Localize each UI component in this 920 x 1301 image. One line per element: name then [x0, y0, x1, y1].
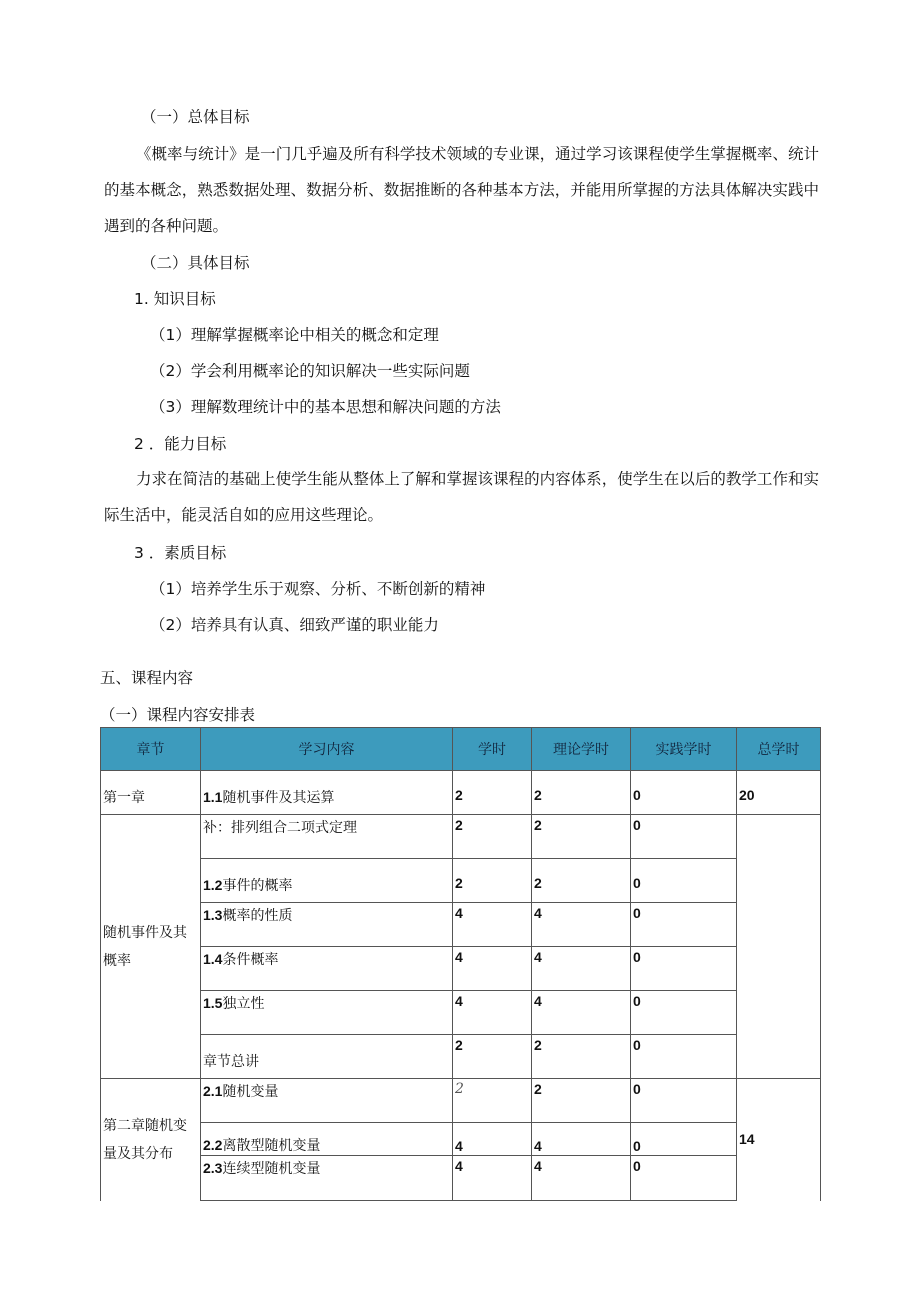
knowledge-item: （2）学会利用概率论的知识解决一些实际问题	[150, 362, 470, 380]
hours-cell: 4	[453, 1123, 532, 1156]
chapter-cell: 第一章	[101, 771, 201, 815]
hours-cell: 2	[453, 1035, 532, 1079]
content-cell: 2.2离散型随机变量	[201, 1123, 453, 1156]
hours-cell: 4	[453, 1156, 532, 1201]
practice-hours-cell: 0	[631, 991, 737, 1035]
hours-cell: 2	[453, 1079, 532, 1123]
column-header-content: 学习内容	[201, 728, 453, 771]
table-row	[101, 859, 821, 903]
theory-hours-cell: 4	[532, 1156, 631, 1201]
ability-goal-text: 力求在简洁的基础上使学生能从整体上了解和掌握该课程的内容体系，使学生在以后的教学工作和实际生活中，能灵活自如的应用这些理论。	[104, 470, 819, 524]
chapter-group-cell: 第二章随机变量及其分布	[101, 1079, 201, 1201]
overall-goal-heading: （一）总体目标	[141, 108, 250, 126]
content-cell: 1.1随机事件及其运算	[201, 771, 453, 815]
table-row	[101, 903, 821, 947]
total-hours-cell: 20	[737, 771, 821, 815]
total-hours-cell	[737, 815, 821, 1079]
column-header-practice-hours: 实践学时	[631, 728, 737, 771]
table-row	[101, 991, 821, 1035]
theory-hours-cell: 4	[532, 947, 631, 991]
column-header-hours: 学时	[453, 728, 532, 771]
practice-hours-cell: 0	[631, 1123, 737, 1156]
hours-cell: 4	[453, 903, 532, 947]
practice-hours-cell: 0	[631, 771, 737, 815]
hours-cell: 2	[453, 771, 532, 815]
table-row	[101, 1079, 821, 1123]
knowledge-goal-heading: 1. 知识目标	[134, 290, 216, 308]
content-cell: 1.5独立性	[201, 991, 453, 1035]
total-hours-cell: 14	[737, 1079, 821, 1201]
theory-hours-cell: 2	[532, 859, 631, 903]
column-header-theory-hours: 理论学时	[532, 728, 631, 771]
quality-goal-heading: 3 ．素质目标	[134, 544, 227, 562]
practice-hours-cell: 0	[631, 1035, 737, 1079]
practice-hours-cell: 0	[631, 1079, 737, 1123]
practice-hours-cell: 0	[631, 903, 737, 947]
knowledge-item: （3）理解数理统计中的基本思想和解决问题的方法	[150, 398, 501, 416]
content-cell: 章节总讲	[201, 1035, 453, 1079]
theory-hours-cell: 4	[532, 991, 631, 1035]
section-heading: 五、课程内容	[100, 669, 194, 687]
table-row	[101, 815, 821, 859]
table-row	[101, 1123, 821, 1156]
content-cell: 补：排列组合二项式定理	[201, 815, 453, 859]
hours-cell: 2	[453, 815, 532, 859]
column-header-total-hours: 总学时	[737, 728, 821, 771]
table-row	[101, 947, 821, 991]
practice-hours-cell: 0	[631, 815, 737, 859]
content-cell: 1.2事件的概率	[201, 859, 453, 903]
theory-hours-cell: 2	[532, 1079, 631, 1123]
table-row	[101, 1035, 821, 1079]
quality-item: （1）培养学生乐于观察、分析、不断创新的精神	[150, 580, 486, 598]
hours-cell: 2	[453, 859, 532, 903]
table-row	[101, 1156, 821, 1201]
chapter-group-cell: 随机事件及其概率	[101, 815, 201, 1079]
column-header-chapter: 章节	[101, 728, 201, 771]
practice-hours-cell: 0	[631, 947, 737, 991]
table-row	[101, 771, 821, 815]
course-schedule-table	[100, 727, 821, 1201]
theory-hours-cell: 2	[532, 771, 631, 815]
specific-goal-heading: （二）具体目标	[141, 254, 250, 272]
hours-cell: 4	[453, 947, 532, 991]
theory-hours-cell: 2	[532, 815, 631, 859]
content-cell: 1.4条件概率	[201, 947, 453, 991]
content-cell: 1.3概率的性质	[201, 903, 453, 947]
theory-hours-cell: 4	[532, 1123, 631, 1156]
ability-goal-heading: 2 ．能力目标	[134, 435, 227, 453]
knowledge-item: （1）理解掌握概率论中相关的概念和定理	[150, 326, 439, 344]
table-header-row	[101, 728, 821, 771]
content-cell: 2.1随机变量	[201, 1079, 453, 1123]
quality-item: （2）培养具有认真、细致严谨的职业能力	[150, 616, 439, 634]
table-caption: （一）课程内容安排表	[100, 706, 256, 724]
theory-hours-cell: 2	[532, 1035, 631, 1079]
practice-hours-cell: 0	[631, 1156, 737, 1201]
hours-cell: 4	[453, 991, 532, 1035]
content-cell: 2.3连续型随机变量	[201, 1156, 453, 1201]
practice-hours-cell: 0	[631, 859, 737, 903]
overall-goal-text: 《概率与统计》是一门几乎遍及所有科学技术领域的专业课，通过学习该课程使学生掌握概率、统计的基本概念，熟悉数据处理、数据分析、数据推断的各种基本方法，并能用所掌握的方法具体解决实践中遇到的各种问题。	[104, 145, 819, 235]
theory-hours-cell: 4	[532, 903, 631, 947]
